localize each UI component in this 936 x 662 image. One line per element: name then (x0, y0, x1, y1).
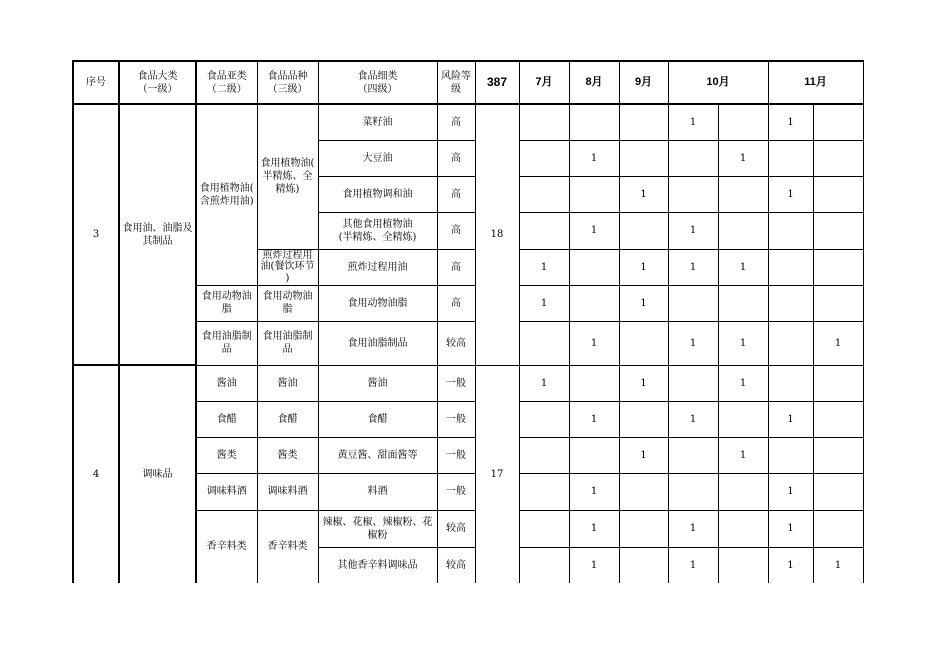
count-oct-a (668, 437, 718, 473)
count-jul (519, 212, 569, 249)
count-jul (519, 176, 569, 212)
item-cell: 菜籽油 (318, 104, 437, 140)
total-cell: 18 (475, 104, 519, 365)
subcategory-cell: 食用植物油( 含煎炸用油) (196, 104, 257, 285)
count-oct-b: 1 (718, 365, 768, 401)
count-oct-a (668, 285, 718, 321)
header-row (73, 61, 863, 104)
variety-cell: 酱类 (257, 437, 318, 473)
category-cell: 调味品 (119, 365, 196, 583)
count-oct-a (668, 176, 718, 212)
subcategory-cell: 酱油 (196, 365, 257, 401)
count-oct-a: 1 (668, 547, 718, 583)
item-cell: 黄豆酱、甜面酱等 (318, 437, 437, 473)
category-cell: 食用油、油脂及 其制品 (119, 104, 196, 365)
count-sep (619, 547, 668, 583)
variety-cell: 食用动物油 脂 (257, 285, 318, 321)
item-cell: 料酒 (318, 473, 437, 510)
count-nov-a: 1 (768, 547, 813, 583)
seq-cell: 3 (73, 104, 119, 365)
header-seq: 序号 (73, 61, 119, 104)
count-nov-b (813, 365, 863, 401)
count-oct-a (668, 365, 718, 401)
count-oct-a: 1 (668, 212, 718, 249)
count-jul: 1 (519, 249, 569, 285)
count-oct-a (668, 473, 718, 510)
item-cell: 食用油脂制品 (318, 321, 437, 365)
count-aug: 1 (569, 212, 619, 249)
header-month-jul: 7月 (519, 61, 569, 104)
count-sep (619, 510, 668, 547)
header-risk: 风险等 级 (437, 61, 475, 104)
variety-cell: 食醋 (257, 401, 318, 437)
count-aug (569, 176, 619, 212)
count-sep (619, 212, 668, 249)
item-cell: 大豆油 (318, 140, 437, 176)
count-sep (619, 473, 668, 510)
sampling-plan-table (72, 60, 864, 583)
header-month-aug: 8月 (569, 61, 619, 104)
count-nov-a (768, 285, 813, 321)
subcategory-cell: 食醋 (196, 401, 257, 437)
header-item: 食品细类 （四级） (318, 61, 437, 104)
header-total: 387 (475, 61, 519, 104)
count-oct-b (718, 473, 768, 510)
count-aug: 1 (569, 473, 619, 510)
count-oct-a: 1 (668, 104, 718, 140)
header-month-sep: 9月 (619, 61, 668, 104)
header-category: 食品大类 （一级） (119, 61, 196, 104)
subcategory-cell: 香辛料类 (196, 510, 257, 583)
item-cell: 酱油 (318, 365, 437, 401)
risk-cell: 一般 (437, 401, 475, 437)
count-nov-b (813, 212, 863, 249)
count-oct-b: 1 (718, 437, 768, 473)
count-sep (619, 140, 668, 176)
count-sep: 1 (619, 437, 668, 473)
count-sep: 1 (619, 249, 668, 285)
variety-cell: 食用植物油( 半精炼、全 精炼) (257, 104, 318, 249)
count-nov-a (768, 321, 813, 365)
count-nov-b (813, 249, 863, 285)
variety-cell: 食用油脂制 品 (257, 321, 318, 365)
count-nov-b (813, 473, 863, 510)
item-cell: 其他食用植物油 (半精炼、全精炼) (318, 212, 437, 249)
count-nov-a (768, 140, 813, 176)
risk-cell: 高 (437, 140, 475, 176)
count-oct-a: 1 (668, 401, 718, 437)
count-sep: 1 (619, 365, 668, 401)
count-jul (519, 140, 569, 176)
item-cell: 其他香辛料调味品 (318, 547, 437, 583)
risk-cell: 一般 (437, 473, 475, 510)
table-row (73, 104, 863, 140)
variety-cell: 调味料酒 (257, 473, 318, 510)
count-nov-a: 1 (768, 473, 813, 510)
count-jul: 1 (519, 365, 569, 401)
count-oct-b (718, 285, 768, 321)
count-jul: 1 (519, 285, 569, 321)
count-oct-b: 1 (718, 321, 768, 365)
count-sep (619, 104, 668, 140)
count-oct-a: 1 (668, 249, 718, 285)
variety-cell: 酱油 (257, 365, 318, 401)
count-nov-a: 1 (768, 104, 813, 140)
count-sep (619, 401, 668, 437)
count-nov-b (813, 285, 863, 321)
count-oct-a: 1 (668, 321, 718, 365)
count-aug (569, 365, 619, 401)
count-sep: 1 (619, 285, 668, 321)
count-jul (519, 437, 569, 473)
risk-cell: 较高 (437, 510, 475, 547)
risk-cell: 一般 (437, 437, 475, 473)
risk-cell: 高 (437, 285, 475, 321)
count-aug (569, 285, 619, 321)
count-aug: 1 (569, 140, 619, 176)
count-aug: 1 (569, 321, 619, 365)
count-jul (519, 547, 569, 583)
count-nov-a (768, 249, 813, 285)
header-month-oct: 10月 (668, 61, 768, 104)
count-oct-b (718, 104, 768, 140)
count-jul (519, 510, 569, 547)
item-cell: 食醋 (318, 401, 437, 437)
count-nov-a: 1 (768, 176, 813, 212)
variety-cell: 煎炸过程用 油(餐饮环节 ) (257, 249, 318, 285)
item-cell: 煎炸过程用油 (318, 249, 437, 285)
count-sep: 1 (619, 176, 668, 212)
count-jul (519, 401, 569, 437)
count-nov-a: 1 (768, 401, 813, 437)
count-aug: 1 (569, 510, 619, 547)
count-aug (569, 249, 619, 285)
count-oct-b: 1 (718, 249, 768, 285)
subcategory-cell: 调味料酒 (196, 473, 257, 510)
item-cell: 辣椒、花椒、辣椒粉、花 椒粉 (318, 510, 437, 547)
count-oct-b (718, 212, 768, 249)
count-aug: 1 (569, 401, 619, 437)
count-oct-a: 1 (668, 510, 718, 547)
subcategory-cell: 酱类 (196, 437, 257, 473)
count-oct-b (718, 547, 768, 583)
count-nov-b: 1 (813, 547, 863, 583)
count-nov-b (813, 437, 863, 473)
table-row (73, 365, 863, 401)
count-aug (569, 437, 619, 473)
risk-cell: 一般 (437, 365, 475, 401)
count-aug (569, 104, 619, 140)
count-oct-a (668, 140, 718, 176)
risk-cell: 高 (437, 176, 475, 212)
item-cell: 食用植物调和油 (318, 176, 437, 212)
count-jul (519, 104, 569, 140)
subcategory-cell: 食用油脂制 品 (196, 321, 257, 365)
variety-cell: 香辛料类 (257, 510, 318, 583)
count-nov-a: 1 (768, 510, 813, 547)
count-nov-b (813, 104, 863, 140)
count-nov-b: 1 (813, 321, 863, 365)
risk-cell: 高 (437, 212, 475, 249)
count-jul (519, 473, 569, 510)
count-aug: 1 (569, 547, 619, 583)
count-oct-b (718, 176, 768, 212)
risk-cell: 较高 (437, 321, 475, 365)
count-jul (519, 321, 569, 365)
count-nov-a (768, 365, 813, 401)
count-nov-a (768, 212, 813, 249)
count-nov-b (813, 140, 863, 176)
count-oct-b: 1 (718, 140, 768, 176)
count-oct-b (718, 510, 768, 547)
risk-cell: 较高 (437, 547, 475, 583)
header-variety: 食品品种 （三级） (257, 61, 318, 104)
risk-cell: 高 (437, 249, 475, 285)
risk-cell: 高 (437, 104, 475, 140)
item-cell: 食用动物油脂 (318, 285, 437, 321)
total-cell: 17 (475, 365, 519, 583)
header-month-nov: 11月 (768, 61, 863, 104)
count-sep (619, 321, 668, 365)
subcategory-cell: 食用动物油 脂 (196, 285, 257, 321)
count-nov-b (813, 510, 863, 547)
count-nov-a (768, 437, 813, 473)
seq-cell: 4 (73, 365, 119, 583)
count-oct-b (718, 401, 768, 437)
count-nov-b (813, 401, 863, 437)
count-nov-b (813, 176, 863, 212)
header-subcategory: 食品亚类 （二级） (196, 61, 257, 104)
